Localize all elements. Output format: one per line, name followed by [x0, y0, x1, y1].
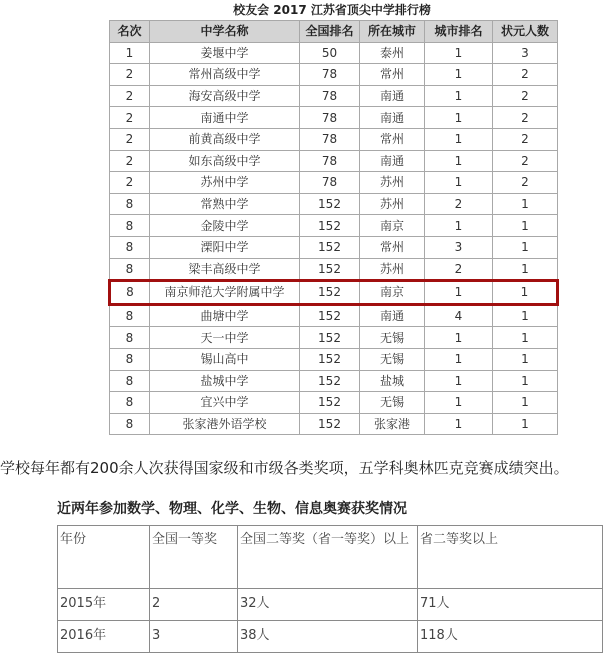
header-top-scorers: 状元人数	[493, 21, 558, 43]
awards-header-row	[58, 526, 603, 589]
cell-rank: 8	[110, 258, 150, 281]
cell-city-rank: 1	[425, 348, 493, 370]
table-row	[110, 150, 558, 172]
cell-rank: 2	[110, 150, 150, 172]
cell-top-scorers: 2	[493, 172, 558, 194]
header-national-rank: 全国排名	[300, 21, 360, 43]
cell-city: 苏州	[360, 258, 425, 281]
cell-city: 泰州	[360, 42, 425, 64]
cell-city: 南通	[360, 150, 425, 172]
cell-city: 苏州	[360, 172, 425, 194]
cell-rank: 8	[110, 327, 150, 349]
cell-city-rank: 1	[425, 64, 493, 86]
header-rank: 名次	[110, 21, 150, 43]
cell-school: 天一中学	[150, 327, 300, 349]
cell-school: 海安高级中学	[150, 85, 300, 107]
cell-national-rank: 152	[300, 304, 360, 327]
cell-school: 梁丰高级中学	[150, 258, 300, 281]
cell-top-scorers: 2	[493, 85, 558, 107]
cell-city-rank: 2	[425, 258, 493, 281]
cell-city: 南京	[360, 281, 425, 305]
awards-title: 近两年参加数学、物理、化学、生物、信息奥赛获奖情况	[57, 501, 407, 517]
table-row	[110, 107, 558, 129]
cell-rank: 8	[110, 236, 150, 258]
table-row	[110, 172, 558, 194]
cell-top-scorers: 2	[493, 128, 558, 150]
cell-city-rank: 3	[425, 236, 493, 258]
header-year: 年份	[58, 526, 150, 589]
cell-rank: 8	[110, 348, 150, 370]
cell-national-rank: 78	[300, 85, 360, 107]
cell-city-rank: 1	[425, 107, 493, 129]
cell-national-first: 3	[150, 621, 238, 653]
cell-city: 张家港	[360, 413, 425, 435]
cell-city: 南通	[360, 85, 425, 107]
cell-school: 宜兴中学	[150, 392, 300, 414]
table-row	[58, 621, 603, 653]
cell-school: 溧阳中学	[150, 236, 300, 258]
table-row	[110, 413, 558, 435]
cell-year: 2015年	[58, 589, 150, 621]
cell-national-second: 32人	[238, 589, 418, 621]
cell-rank: 8	[110, 392, 150, 414]
cell-provincial-second: 71人	[418, 589, 603, 621]
cell-top-scorers: 2	[493, 64, 558, 86]
cell-school: 张家港外语学校	[150, 413, 300, 435]
cell-city: 南京	[360, 215, 425, 237]
cell-national-rank: 78	[300, 150, 360, 172]
cell-national-rank: 152	[300, 327, 360, 349]
table-row	[110, 327, 558, 349]
cell-school: 姜堰中学	[150, 42, 300, 64]
cell-national-rank: 78	[300, 172, 360, 194]
header-city: 所在城市	[360, 21, 425, 43]
cell-top-scorers: 3	[493, 42, 558, 64]
cell-rank: 2	[110, 172, 150, 194]
cell-city-rank: 1	[425, 42, 493, 64]
cell-school: 曲塘中学	[150, 304, 300, 327]
cell-national-second: 38人	[238, 621, 418, 653]
cell-rank: 2	[110, 107, 150, 129]
cell-city-rank: 1	[425, 392, 493, 414]
cell-city: 常州	[360, 236, 425, 258]
cell-rank: 2	[110, 128, 150, 150]
ranking-title: 校友会 2017 江苏省顶尖中学排行榜	[233, 3, 431, 17]
table-row	[110, 392, 558, 414]
table-row	[110, 304, 558, 327]
table-row	[110, 85, 558, 107]
cell-rank: 2	[110, 85, 150, 107]
cell-national-rank: 152	[300, 392, 360, 414]
cell-national-rank: 152	[300, 370, 360, 392]
cell-rank: 8	[110, 413, 150, 435]
cell-city-rank: 1	[425, 413, 493, 435]
table-row	[110, 193, 558, 215]
cell-school: 南京师范大学附属中学	[150, 281, 300, 305]
cell-city-rank: 4	[425, 304, 493, 327]
cell-top-scorers: 1	[493, 413, 558, 435]
cell-city: 常州	[360, 64, 425, 86]
cell-provincial-second: 118人	[418, 621, 603, 653]
highlighted-row	[110, 281, 558, 305]
cell-national-rank: 152	[300, 258, 360, 281]
cell-city: 盐城	[360, 370, 425, 392]
cell-national-rank: 78	[300, 107, 360, 129]
table-row	[110, 64, 558, 86]
cell-national-rank: 78	[300, 128, 360, 150]
cell-year: 2016年	[58, 621, 150, 653]
ranking-header-row	[110, 21, 558, 43]
cell-city: 南通	[360, 304, 425, 327]
cell-top-scorers: 1	[493, 304, 558, 327]
cell-rank: 2	[110, 64, 150, 86]
table-row	[110, 215, 558, 237]
cell-top-scorers: 1	[493, 215, 558, 237]
cell-school: 苏州中学	[150, 172, 300, 194]
cell-city-rank: 1	[425, 370, 493, 392]
cell-top-scorers: 1	[493, 258, 558, 281]
cell-rank: 8	[110, 370, 150, 392]
cell-city: 无锡	[360, 348, 425, 370]
cell-city: 南通	[360, 107, 425, 129]
cell-top-scorers: 2	[493, 150, 558, 172]
cell-school: 锡山高中	[150, 348, 300, 370]
cell-national-rank: 78	[300, 64, 360, 86]
header-provincial-second: 省二等奖以上	[418, 526, 603, 589]
header-national-first: 全国一等奖	[150, 526, 238, 589]
cell-national-rank: 152	[300, 215, 360, 237]
cell-school: 南通中学	[150, 107, 300, 129]
cell-city-rank: 1	[425, 327, 493, 349]
table-row	[110, 348, 558, 370]
header-school: 中学名称	[150, 21, 300, 43]
cell-rank: 8	[110, 215, 150, 237]
table-row	[110, 236, 558, 258]
cell-city-rank: 1	[425, 150, 493, 172]
awards-table	[57, 525, 603, 653]
cell-school: 前黄高级中学	[150, 128, 300, 150]
cell-city: 无锡	[360, 392, 425, 414]
cell-rank: 1	[110, 42, 150, 64]
cell-top-scorers: 1	[493, 193, 558, 215]
cell-national-rank: 152	[300, 413, 360, 435]
cell-city-rank: 1	[425, 215, 493, 237]
cell-city-rank: 1	[425, 85, 493, 107]
cell-city-rank: 1	[425, 172, 493, 194]
cell-rank: 8	[110, 281, 150, 305]
cell-national-first: 2	[150, 589, 238, 621]
table-row	[110, 42, 558, 64]
cell-school: 如东高级中学	[150, 150, 300, 172]
cell-top-scorers: 1	[493, 348, 558, 370]
header-national-second: 全国二等奖（省一等奖）以上	[238, 526, 418, 589]
cell-rank: 8	[110, 304, 150, 327]
cell-city: 常州	[360, 128, 425, 150]
cell-national-rank: 152	[300, 281, 360, 305]
header-city-rank: 城市排名	[425, 21, 493, 43]
ranking-table	[108, 20, 559, 435]
cell-school: 盐城中学	[150, 370, 300, 392]
cell-city-rank: 1	[425, 128, 493, 150]
table-row	[58, 589, 603, 621]
cell-top-scorers: 1	[493, 236, 558, 258]
cell-top-scorers: 1	[493, 281, 558, 305]
cell-national-rank: 152	[300, 193, 360, 215]
cell-national-rank: 50	[300, 42, 360, 64]
cell-rank: 8	[110, 193, 150, 215]
cell-city: 无锡	[360, 327, 425, 349]
cell-top-scorers: 1	[493, 370, 558, 392]
cell-city-rank: 2	[425, 193, 493, 215]
cell-top-scorers: 1	[493, 327, 558, 349]
cell-national-rank: 152	[300, 348, 360, 370]
cell-school: 常州高级中学	[150, 64, 300, 86]
cell-top-scorers: 1	[493, 392, 558, 414]
awards-paragraph: 学校每年都有200余人次获得国家级和市级各类奖项，五学科奥林匹克竞赛成绩突出。	[0, 459, 569, 477]
cell-national-rank: 152	[300, 236, 360, 258]
cell-school: 金陵中学	[150, 215, 300, 237]
table-row	[110, 370, 558, 392]
cell-top-scorers: 2	[493, 107, 558, 129]
cell-city: 苏州	[360, 193, 425, 215]
cell-school: 常熟中学	[150, 193, 300, 215]
table-row	[110, 258, 558, 281]
table-row	[110, 128, 558, 150]
cell-city-rank: 1	[425, 281, 493, 305]
